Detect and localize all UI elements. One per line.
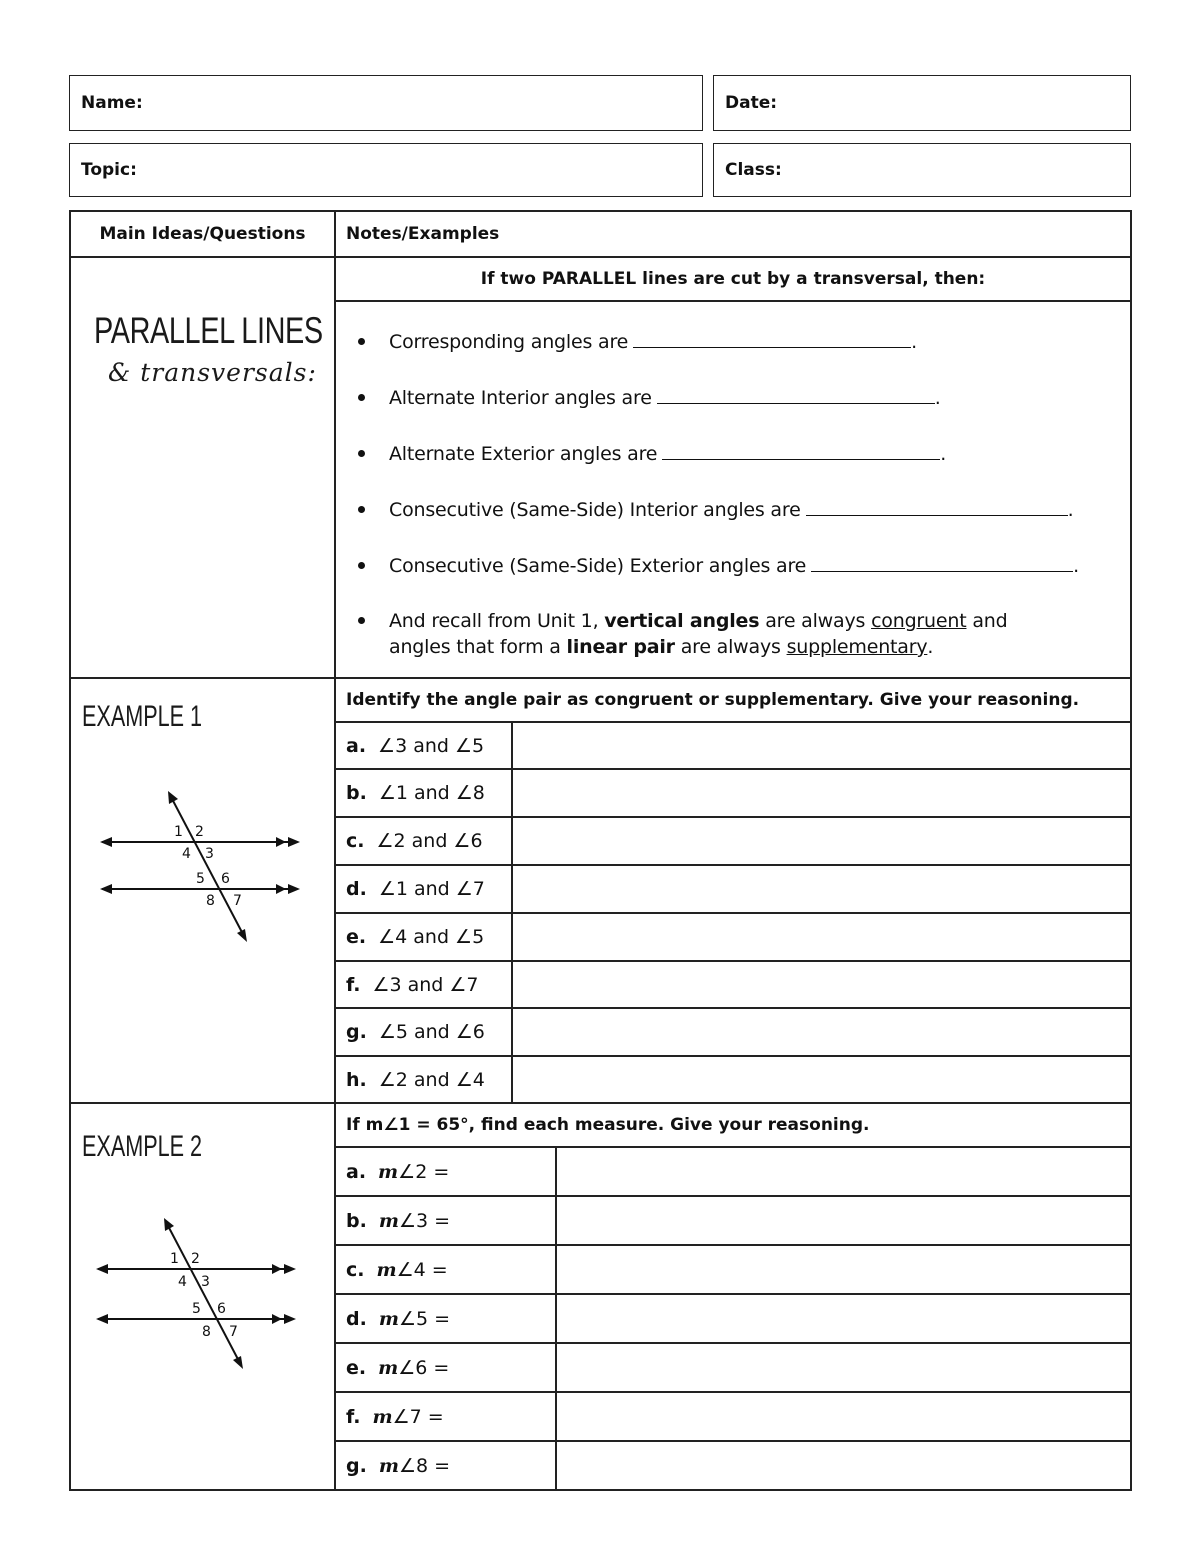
row-letter: d. [346,877,367,900]
angle-measure: ∠2 = [398,1160,450,1183]
example2-answer-cell[interactable] [557,1344,1130,1391]
angle-measure: ∠8 = [398,1454,451,1477]
main-ideas-header: Main Ideas/Questions [99,224,306,244]
example1-answer-cell[interactable] [513,866,1130,911]
bullet-icon [358,394,365,401]
example2-row-label [346,1148,449,1195]
angle-label-5: 5 [192,1301,201,1317]
example2-instruction: If m∠1 = 65°, find each measure. Give your reasoning. [346,1115,870,1135]
example2-row-label [346,1295,450,1342]
topic-label: Topic: [81,160,137,180]
bullet-recall: And recall from Unit 1, vertical angles are always congruent and [358,610,1007,632]
example1-row-label [346,770,485,815]
angle-pair: ∠3 and ∠7 [372,973,479,996]
name-field[interactable] [69,75,703,131]
example1-answer-cell[interactable] [513,914,1130,959]
date-label: Date: [725,93,778,113]
bullet-icon [358,506,365,513]
row-letter: f. [346,1405,361,1428]
example1-title: EXAMPLE 1 [82,700,203,733]
transversal-diagram-1 [90,785,310,955]
angle-label-3: 3 [201,1274,210,1290]
example2-answer-cell[interactable] [557,1295,1130,1342]
measure-symbol: m [378,1307,399,1330]
angle-pair: ∠3 and ∠5 [378,734,485,757]
example1-answer-cell[interactable] [513,962,1130,1007]
example2-row-label [346,1246,448,1293]
bullet-consec-interior: Consecutive (Same-Side) Interior angles are . [358,498,1073,521]
angle-pair: ∠2 and ∠4 [378,1068,485,1091]
angle-label-1: 1 [174,824,183,840]
example1-row-label [346,866,485,911]
angle-label-1: 1 [170,1251,179,1267]
row-letter: a. [346,734,367,757]
angle-label-5: 5 [196,871,205,887]
example2-row-label [346,1344,449,1391]
notes-header: Notes/Examples [346,224,500,244]
example2-answer-cell[interactable] [557,1148,1130,1195]
example1-answer-cell[interactable] [513,1057,1130,1102]
date-field[interactable] [713,75,1131,131]
measure-symbol: m [372,1405,393,1428]
answer-blank[interactable] [662,442,940,460]
example1-answer-cell[interactable] [513,1009,1130,1054]
class-field[interactable] [713,143,1131,197]
example1-row-label [346,962,479,1007]
example2-row-label [346,1197,450,1244]
section-subtitle: & transversals: [108,358,317,387]
angle-label-4: 4 [178,1274,187,1290]
angle-pair: ∠5 and ∠6 [378,1020,485,1043]
example1-row-label [346,1057,485,1102]
row-letter: g. [346,1020,367,1043]
bullet-consec-exterior: Consecutive (Same-Side) Exterior angles are . [358,554,1079,577]
bullet-icon [358,338,365,345]
angle-measure: ∠4 = [396,1258,448,1281]
answer-blank[interactable] [811,554,1073,572]
bullet-alt-exterior: Alternate Exterior angles are . [358,442,946,465]
row-letter: g. [346,1454,367,1477]
angle-label-6: 6 [217,1301,226,1317]
row-letter: d. [346,1307,367,1330]
class-label: Class: [725,160,782,180]
angle-label-7: 7 [233,893,242,909]
example1-row-label [346,723,484,768]
example2-answer-cell[interactable] [557,1393,1130,1440]
example2-answer-cell[interactable] [557,1246,1130,1293]
section-title: PARALLEL LINES [94,310,323,351]
row-letter: f. [346,973,361,996]
example2-title: EXAMPLE 2 [82,1130,203,1163]
angle-measure: ∠3 = [398,1209,451,1232]
angle-pair: ∠4 and ∠5 [378,925,485,948]
angle-label-2: 2 [195,824,204,840]
example2-row-label [346,1442,450,1489]
row-letter: b. [346,1209,367,1232]
transversal-diagram-2 [86,1212,306,1382]
row-letter: h. [346,1068,367,1091]
angle-pair: ∠1 and ∠8 [378,781,485,804]
example1-answer-cell[interactable] [513,770,1130,815]
name-label: Name: [81,93,143,113]
row-letter: b. [346,781,367,804]
row-letter: e. [346,1356,367,1379]
row-letter: a. [346,1160,367,1183]
measure-symbol: m [378,1209,399,1232]
row-letter: e. [346,925,367,948]
bullet-alt-interior: Alternate Interior angles are . [358,386,941,409]
angle-label-7: 7 [229,1324,238,1340]
bullet-icon [358,617,365,624]
measure-symbol: m [378,1356,399,1379]
angle-label-6: 6 [221,871,230,887]
bullet-icon [358,450,365,457]
angle-label-8: 8 [202,1324,211,1340]
row-letter: c. [346,1258,365,1281]
bullet-icon [358,562,365,569]
example1-answer-cell[interactable] [513,723,1130,768]
answer-blank[interactable] [633,330,911,348]
example2-answer-cell[interactable] [557,1442,1130,1489]
angle-measure: ∠6 = [398,1356,450,1379]
example1-row-label [346,818,483,863]
bullet-recall-line2: angles that form a linear pair are always supplementary . [389,636,934,658]
example1-row-label [346,1009,485,1054]
example2-row-label [346,1393,444,1440]
angle-label-4: 4 [182,846,191,862]
measure-symbol: m [376,1258,397,1281]
example1-row-label [346,914,484,959]
angle-measure: ∠5 = [398,1307,451,1330]
angle-label-2: 2 [191,1251,200,1267]
angle-measure: ∠7 = [392,1405,444,1428]
measure-symbol: m [378,1454,399,1477]
topic-field[interactable] [69,143,703,197]
parallel-intro: If two PARALLEL lines are cut by a transversal, then: [480,269,986,289]
angle-pair: ∠1 and ∠7 [378,877,485,900]
example1-answer-cell[interactable] [513,818,1130,863]
bullet-corresponding: Corresponding angles are . [358,330,917,353]
row-letter: c. [346,829,365,852]
answer-blank[interactable] [657,386,935,404]
example1-instruction: Identify the angle pair as congruent or supplementary. Give your reasoning. [346,690,1080,710]
measure-symbol: m [378,1160,399,1183]
answer-blank[interactable] [806,498,1068,516]
angle-label-8: 8 [206,893,215,909]
angle-pair: ∠2 and ∠6 [376,829,483,852]
example2-answer-cell[interactable] [557,1197,1130,1244]
angle-label-3: 3 [205,846,214,862]
